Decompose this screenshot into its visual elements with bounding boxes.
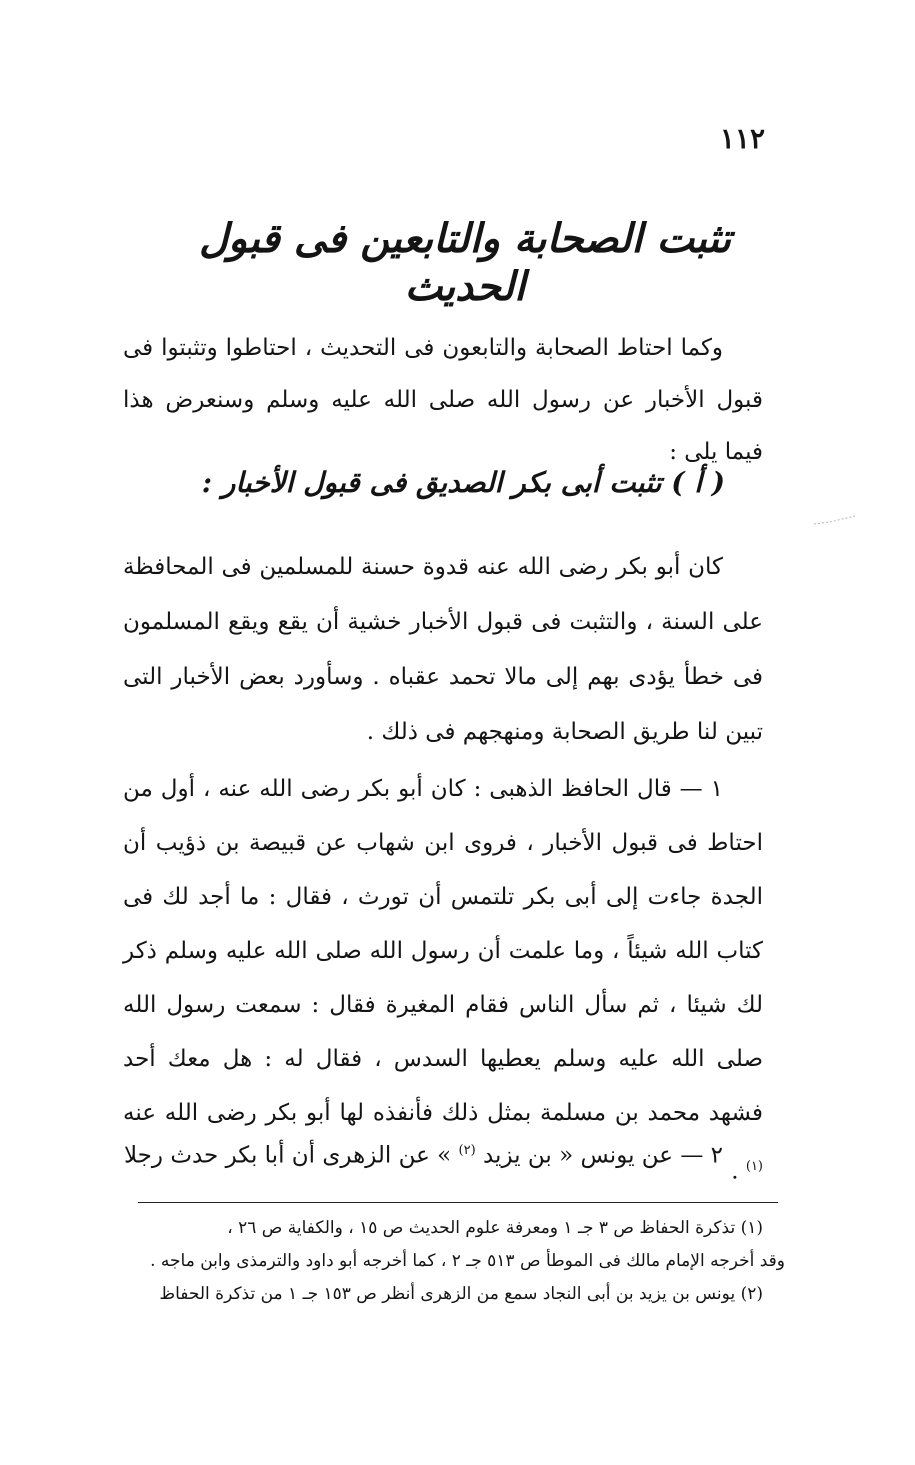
footnote-1-line-1: (١) تذكرة الحفاظ ص ٣ جـ ١ ومعرفة علوم الحديث ص ١٥ ، والكفاية ص ٢٦ ،	[227, 1218, 763, 1238]
paragraph-text-start: ٢ — عن يونس « بن يزيد	[475, 1142, 723, 1169]
footnote-2: (٢) يونس بن يزيد بن أبى النجاد سمع من الزهرى أنظر ص ١٥٣ جـ ١ من تذكرة الحفاظ	[159, 1284, 763, 1304]
footnote-separator	[138, 1202, 778, 1203]
footnote-1-line-2: وقد أخرجه الإمام مالك فى الموطأ ص ٥١٣ جـ ٢ ، كما أخرجه أبو داود والترمذى وابن ماجه .	[150, 1251, 785, 1271]
footnote-ref-1: (١)	[745, 1159, 763, 1174]
intro-text: وكما احتاط الصحابة والتابعون فى التحديث ، احتاطوا وتثبتوا فى قبول الأخبار عن رسول الله صلى الله عليه وسلم وسنعرض هذا فيما يلى :	[123, 335, 763, 465]
footnotes	[137, 1212, 785, 1311]
scan-artifact-mark	[812, 512, 857, 532]
paragraph-text: ١ — قال الحافظ الذهبى : كان أبو بكر رضى الله عنه ، أول من احتاط فى قبول الأخبار ، فروى ابن شهاب عن قبيصة بن ذؤيب أن الجدة جاءت إلى أبى بكر تلتمس أن تورث ، فقال : ما أجد لك فى كتاب الله شيئاً ، وما علمت أن رسول الله صلى الله عليه وسلم ذكر لك شيئا ، ثم سأل الناس فقام المغيرة فقال : سمعت رسول الله صلى الله عليه وسلم يعطيها السدس ، فقال له : هل معك أحد فشهد محمد بن مسلمة بمثل ذلك فأنفذه لها أبو بكر رضى الله عنه	[123, 776, 763, 1126]
paragraph-end: .	[731, 1158, 746, 1185]
paragraph-text-end: » عن الزهرى أن أبا بكر حدث رجلا	[123, 1142, 459, 1169]
footnote-ref-2: (٢)	[458, 1143, 476, 1158]
paragraph-text: كان أبو بكر رضى الله عنه قدوة حسنة للمسلمين فى المحافظة على السنة ، والتثبت فى قبول الأخبار خشية أن يقع ويقع المسلمون فى خطأ يؤدى بهم إلى مالا تحمد عقباه . وسأورد بعض الأخبار التى تبين لنا طريق الصحابة ومنهجهم فى ذلك .	[123, 554, 763, 745]
intro-paragraph	[123, 322, 763, 478]
section-subheading: ( أ ) تثبت أبى بكر الصديق فى قبول الأخبار :	[201, 466, 725, 499]
paragraph-narration-2	[123, 1125, 763, 1182]
paragraph-abu-bakr-intro	[123, 540, 763, 760]
chapter-title: تثبت الصحابة والتابعين فى قبول الحديث	[198, 215, 732, 310]
page-number: ١١٢	[719, 122, 765, 155]
